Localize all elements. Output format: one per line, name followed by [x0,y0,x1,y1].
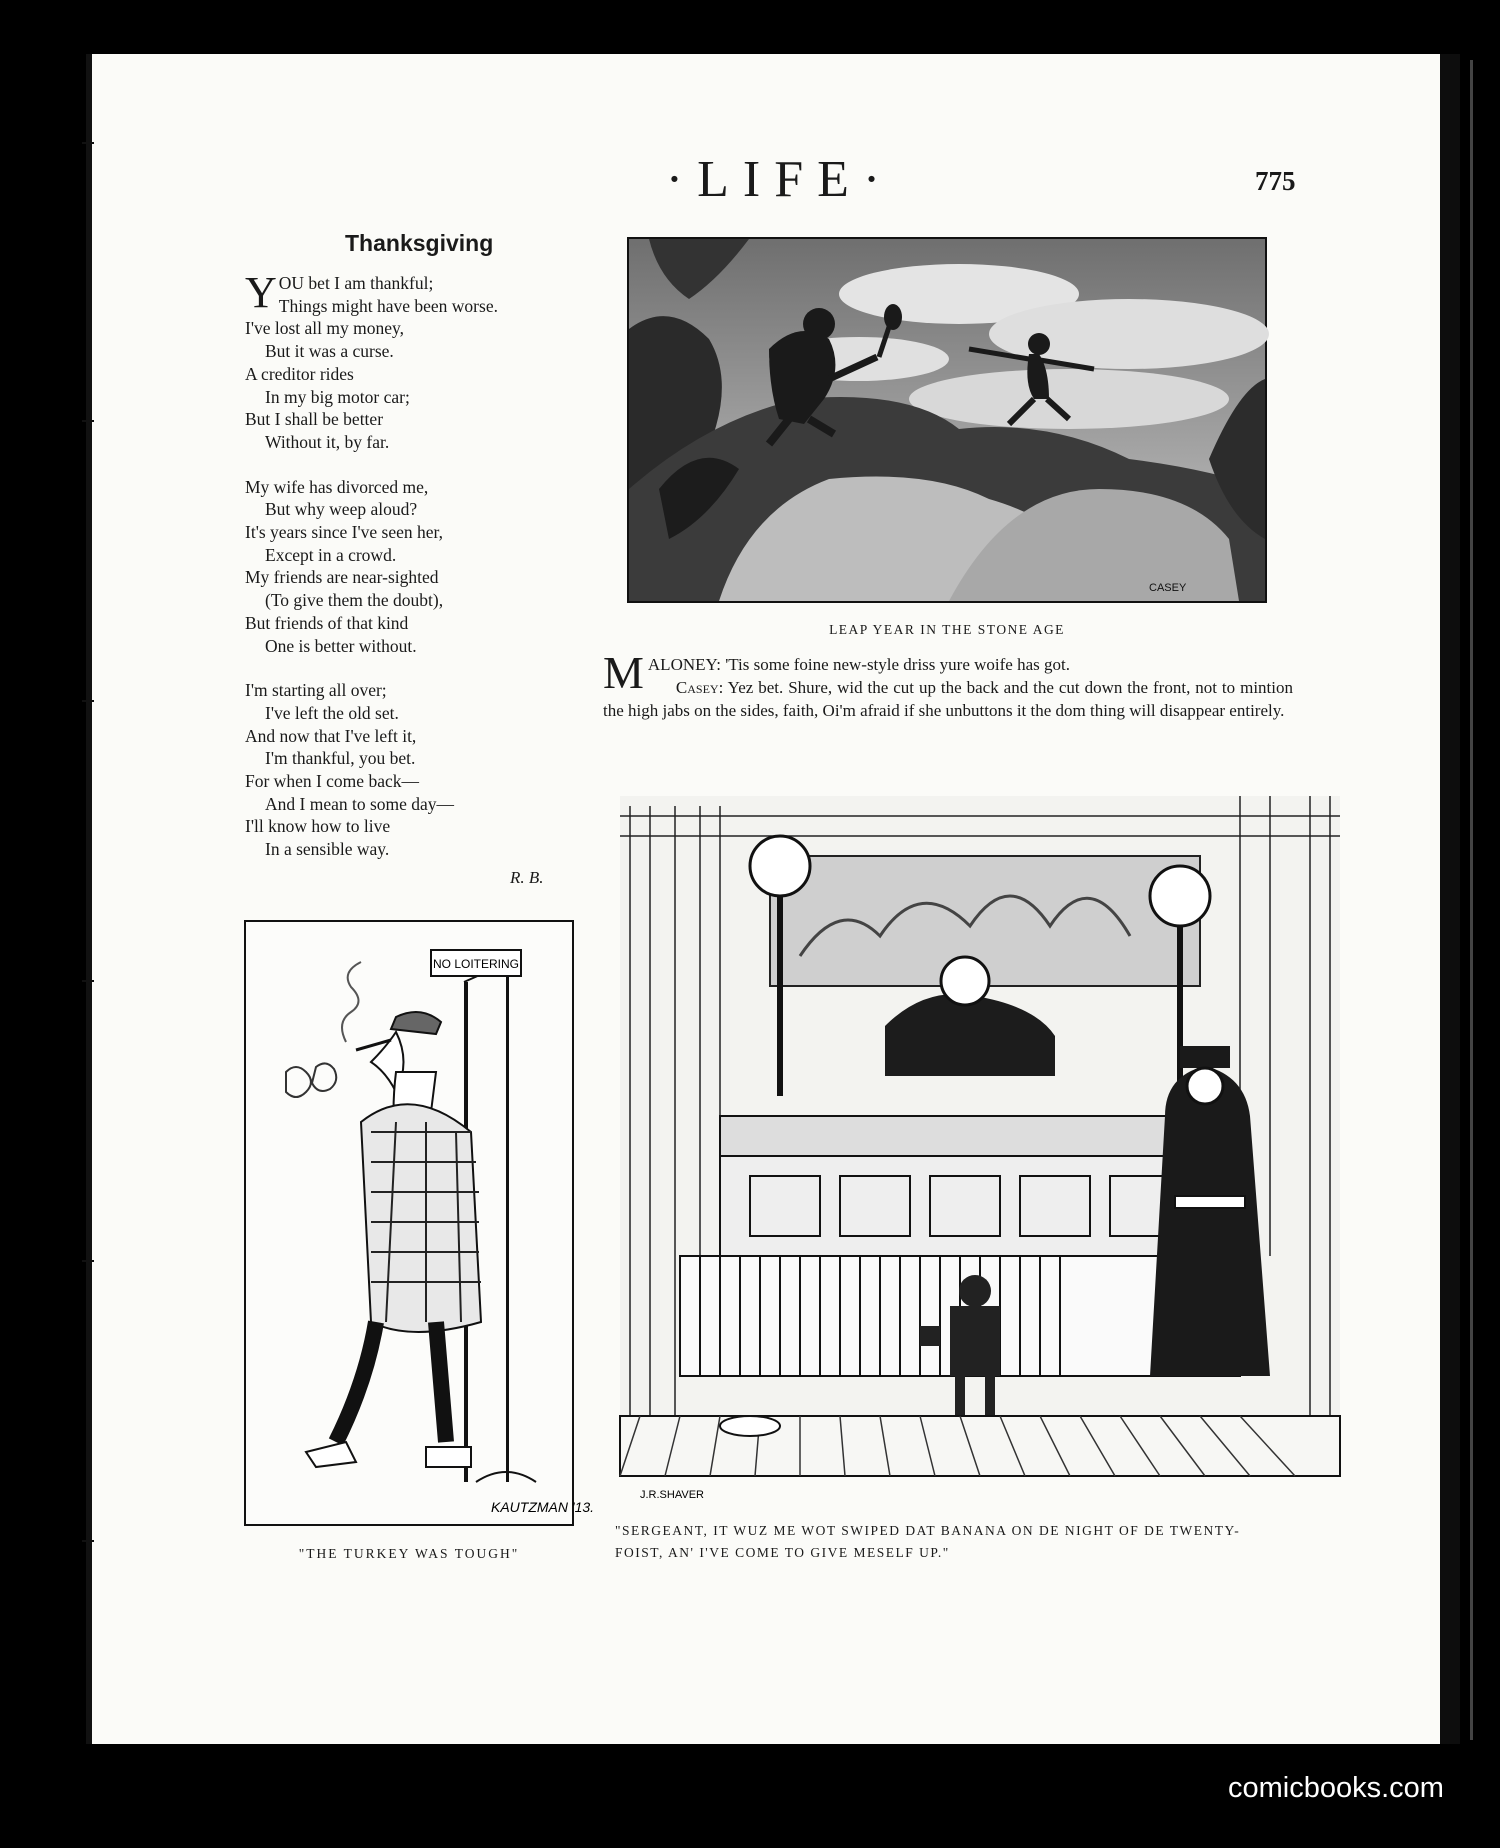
poem-line: It's years since I've seen her, [245,522,444,543]
poem-stanza [245,679,585,861]
poem-line: I'm thankful, you bet. [265,748,416,769]
spine-stitch [82,1540,94,1542]
poem-line: In a sensible way. [265,839,390,860]
dialogue-text [603,647,1293,722]
sergeant-artist-signature: J.R.SHAVER [640,1489,704,1501]
spine-stitch [82,980,94,982]
poem-stanza [245,476,585,658]
binding-spine [86,54,92,1744]
poem-line: But friends of that kind [245,612,409,633]
poem-dropcap: Y [245,268,277,317]
poem-line: My wife has divorced me, [245,476,429,497]
poem-stanza [245,268,585,454]
poem-title: Thanksgiving [345,230,494,256]
watermark: comicbooks.com [1228,1772,1444,1804]
poem-line: And I mean to some day— [265,793,455,814]
poem-line: OU bet I am thankful; [278,273,434,293]
stone-age-caption: LEAP YEAR IN THE STONE AGE [829,622,1065,637]
poem-line: For when I come back— [245,771,419,792]
poem-line: Things might have been worse. [278,295,498,316]
masthead: ·LIFE· [665,151,895,208]
poem-line: I've left the old set. [265,702,399,723]
stone-age-cartoon [627,237,1267,603]
turkey-artist-signature: KAUTZMAN '13. [491,1499,595,1515]
dialogue-line-1: 'Tis some foine new-style driss yure woife has got. [720,655,1070,674]
poem-line: Except in a crowd. [265,544,397,565]
dialogue-dropcap: M [603,647,644,698]
page-number: 775 [1255,166,1296,196]
poem-line: A creditor rides [245,363,354,384]
turkey-cartoon [244,920,595,1526]
stone-age-artist-signature: CASEY [1149,582,1187,594]
spine-stitch [82,1260,94,1262]
poem-line: And now that I've left it, [245,725,417,746]
page-edge-line [1470,60,1473,1740]
dialogue-line-2: Yez bet. Shure, wid the cut up the back and the cut down the front, not to mintion the high jabs on the sides, faith, Oi'm afraid if she unbuttons it the dom thing will disappear entirely. [603,678,1293,720]
poem-line: I'll know how to live [245,816,391,837]
dialogue-speaker-1: ALONEY: [647,655,721,674]
dialogue-speaker-2: Casey: [675,678,724,697]
sergeant-cartoon [620,776,1340,1532]
page-edge-shadow [1440,54,1460,1744]
poem-line: But I shall be better [245,409,384,430]
spine-stitch [82,142,94,144]
spine-stitch [82,420,94,422]
poem-line: (To give them the doubt), [265,590,444,611]
poem-line: Without it, by far. [265,431,390,452]
poem-line: In my big motor car; [265,386,410,407]
sergeant-caption: "SERGEANT, IT WUZ ME WOT SWIPED DAT BANANA ON DE NIGHT OF DE TWENTY-FOIST, AN' I'VE COME TO GIVE MESELF UP." [615,1523,1241,1560]
poem-line: I'm starting all over; [245,680,387,701]
poem-line: But why weep aloud? [265,499,418,520]
poem-line: My friends are near-sighted [245,567,439,588]
poem-line: One is better without. [265,635,417,656]
poem-line: But it was a curse. [265,341,394,362]
poem-body [245,268,585,883]
poem-signature: R. B. [510,868,544,887]
no-loitering-sign: NO LOITERING [432,957,520,971]
turkey-caption: "THE TURKEY WAS TOUGH" [298,1546,520,1561]
spine-stitch [82,700,94,702]
poem-line: I've lost all my money, [245,318,405,339]
